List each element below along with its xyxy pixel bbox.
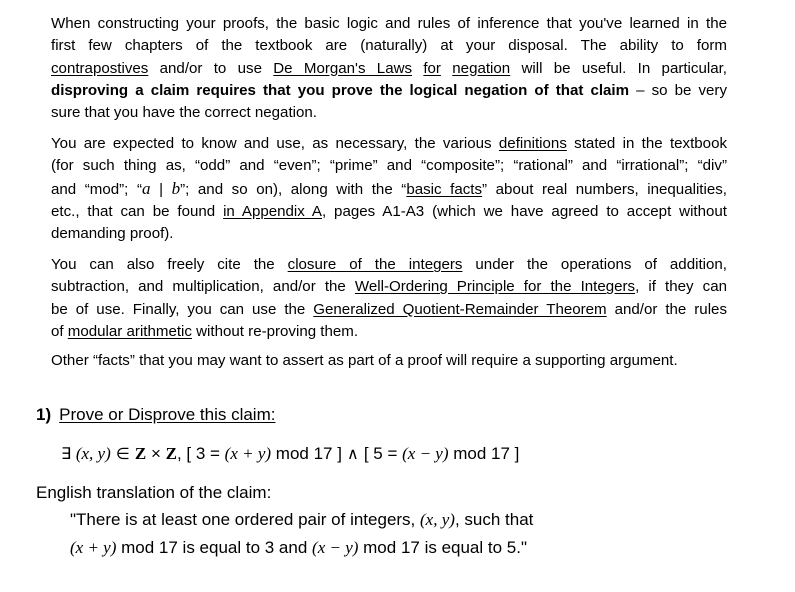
english-translation-line-2: [70, 538, 527, 558]
p1-space: [412, 60, 423, 77]
link-quotient-remainder-theorem[interactable]: Generalized Quotient-Remainder Theorem: [313, 300, 607, 318]
paragraph-other-facts: [51, 350, 727, 372]
p2-line-2: (for such thing as, “odd” and “even”; “prime” and “composite”; “rational” and “irrational”; “div”: [51, 157, 727, 175]
bold-disproving-note: disproving a claim requires that you prove the logical negation of that claim: [51, 81, 630, 99]
link-modular-arithmetic[interactable]: modular arithmetic: [67, 322, 192, 340]
p2-text-e: ” about real numbers, inequalities,: [482, 180, 727, 198]
p3-line-4: [51, 321, 727, 343]
p1-line-4: [51, 80, 727, 102]
part1-open: [ 3 =: [186, 444, 225, 463]
p3-line-3: [51, 299, 727, 321]
part1-close: mod 17 ]: [271, 444, 342, 463]
p3-text-c: subtraction, and multiplication, and/or the: [51, 278, 355, 296]
p1-text-end-4: – so be very: [629, 81, 727, 99]
p2-line-3: [51, 178, 727, 201]
p3-line-1: [51, 254, 727, 276]
eng1-text: "There is at least one ordered pair of integers,: [70, 510, 421, 529]
question-title: Prove or Disprove this claim:: [59, 405, 276, 424]
eng1-text-b: , such that: [454, 510, 534, 529]
claim-formula: [61, 444, 519, 464]
p3-line-2: [51, 276, 727, 298]
link-closure-of-integers[interactable]: closure of the integers: [287, 256, 463, 273]
eng2-text: mod 17 is equal to 3 and: [116, 538, 313, 557]
link-appendix-a[interactable]: in Appendix A: [223, 202, 322, 220]
link-definitions[interactable]: definitions: [498, 135, 567, 152]
p3-text-f: and/or the rules: [606, 300, 728, 318]
question-heading: [36, 405, 275, 425]
p2-text: You are expected to know and use, as necessary, the various: [51, 135, 499, 152]
p3-text-h: without re-proving them.: [191, 322, 359, 340]
p3-text-g: of: [51, 322, 68, 340]
p2-text-d: ”; and so on), along with the “: [180, 180, 407, 198]
math-b: b: [171, 178, 181, 198]
link-contrapositives[interactable]: contrapostives: [51, 59, 149, 77]
paragraph-closure: [51, 254, 727, 343]
english-translation-line-1: [70, 510, 533, 530]
logical-and-symbol: ∧: [341, 444, 364, 463]
element-of-symbol: ∈: [110, 444, 135, 463]
p1-space-2: [441, 60, 452, 77]
p1-line-5: sure that you have the correct negation.: [51, 104, 317, 122]
times-symbol: ×: [146, 444, 166, 463]
integers-set-2: Z: [165, 444, 177, 463]
link-basic-facts[interactable]: basic facts: [406, 180, 483, 198]
p2-line-1: [51, 133, 727, 155]
p1-text-end: will be useful. In particular,: [510, 59, 727, 77]
p2-text-f: etc., that can be found: [51, 202, 224, 220]
p1-line-1: When constructing your proofs, the basic logic and rules of inference that you've learned in the: [51, 15, 727, 32]
p2-line-5: demanding proof).: [51, 225, 174, 243]
p2-text-c: and “mod”; “: [51, 180, 142, 198]
eng1-math: (x, y): [420, 510, 455, 529]
p2-line-4: [51, 201, 727, 223]
part2-open: [ 5 =: [363, 444, 403, 463]
link-negation[interactable]: negation: [452, 59, 511, 77]
link-well-ordering-principle[interactable]: Well-Ordering Principle for the Integers: [354, 278, 636, 296]
divides-bar: |: [150, 180, 172, 198]
question-number: 1): [36, 405, 52, 424]
eng2-math-1: (x + y): [70, 538, 117, 557]
paragraph-proof-logic: [51, 13, 727, 124]
claim-comma: ,: [176, 444, 187, 463]
p2-text-b: stated in the textbook: [566, 135, 728, 152]
p1-text: and/or to use: [148, 59, 274, 77]
claim-pair: (x, y): [75, 444, 111, 463]
link-de-morgans-laws[interactable]: De Morgan's Laws: [273, 59, 413, 77]
p3-text: You can also freely cite the: [51, 256, 288, 273]
p2-text-g: , pages A1-A3 (which we have agreed to accept without: [321, 202, 727, 220]
p3-text-e: be of use. Finally, you can use the: [51, 300, 314, 318]
math-a: a: [142, 178, 151, 198]
eng2-math-2: (x − y): [312, 538, 359, 557]
p3-text-b: under the operations of addition,: [462, 256, 727, 273]
integers-set-1: Z: [134, 444, 147, 463]
paragraph-definitions: [51, 133, 727, 245]
part2-expr: (x − y): [402, 444, 449, 463]
part2-close: mod 17 ]: [448, 444, 520, 463]
exists-symbol: ∃: [61, 444, 72, 463]
english-translation-heading: English translation of the claim:: [36, 483, 272, 502]
p4-line-1: Other “facts” that you may want to assert as part of a proof will require a supporting argument.: [51, 352, 678, 369]
part1-expr: (x + y): [224, 444, 272, 463]
p1-line-3: [51, 58, 727, 80]
p3-text-d: , if they can: [635, 278, 727, 296]
link-for[interactable]: for: [423, 59, 441, 77]
eng2-text-b: mod 17 is equal to 5.": [358, 538, 528, 557]
p1-line-2: first few chapters of the textbook are (naturally) at your disposal. The ability to form: [51, 37, 727, 55]
